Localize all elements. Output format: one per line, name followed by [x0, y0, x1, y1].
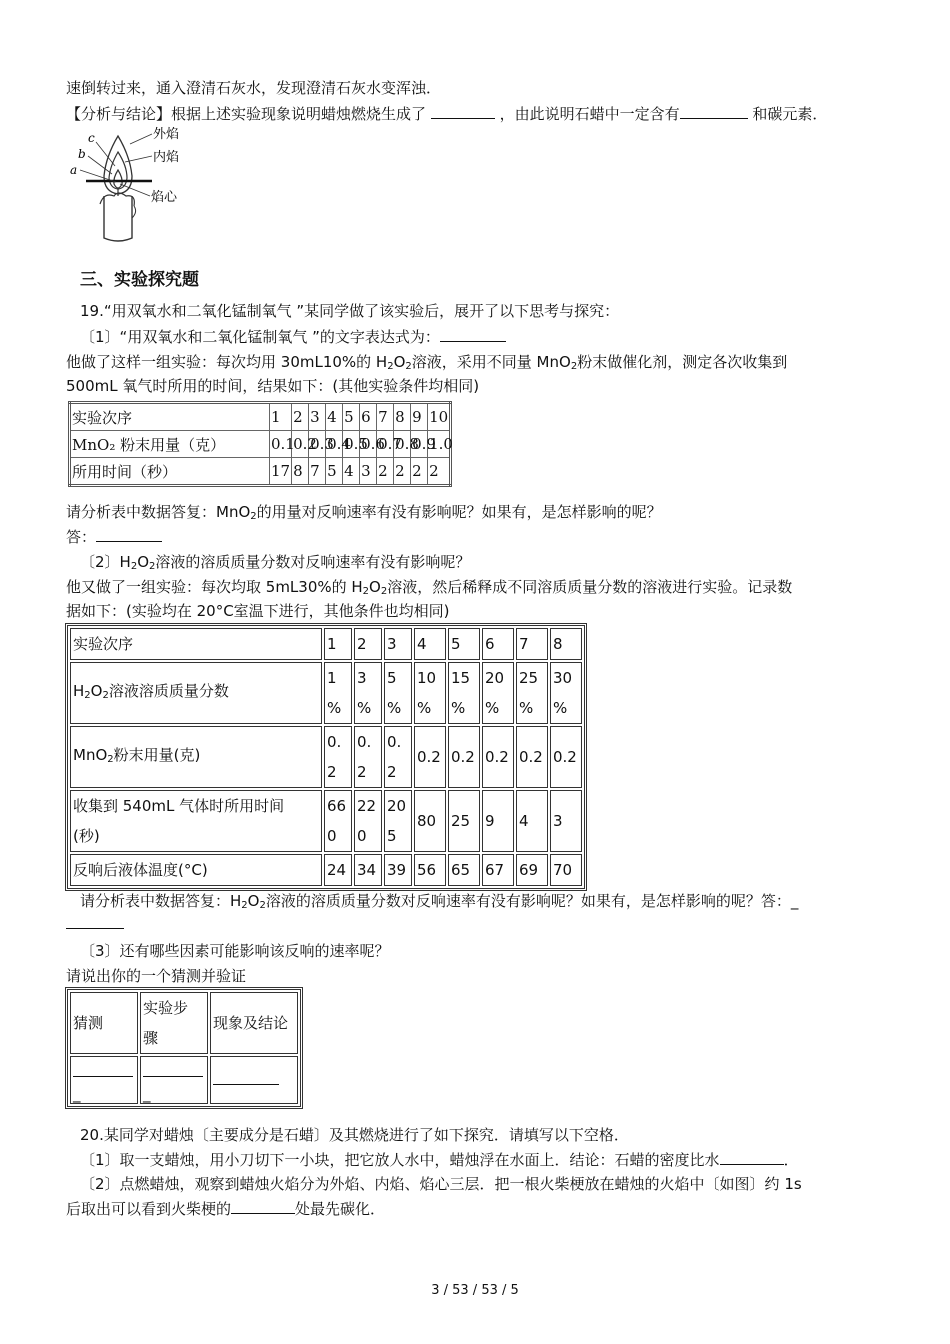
table-cell: 69 [516, 854, 548, 886]
table-cell: 8 [550, 628, 582, 660]
table-cell: 0.2 [516, 726, 548, 788]
q19-question1: 请分析表中数据答复：MnO$_2$的用量对反响速率有没有影响呢？如果有，是怎样影响的呢？ [66, 503, 662, 522]
label-c: c [88, 131, 95, 145]
q19-part2: 〔2〕$H_2O_2$溶液的溶质质量分数对反响速率有没有影响呢？ [80, 553, 471, 572]
answer-blank[interactable] [96, 527, 162, 542]
question-text: 请分析表中数据答复：MnO [66, 503, 251, 521]
label-part: 溶液溶质质量分数 [108, 681, 229, 700]
table-cell: 2 [377, 458, 394, 486]
table-cell: 0.2 [550, 726, 582, 788]
detail-text: 他又做了一组实验：每次均取 5mL30%的 H [66, 578, 363, 596]
header-cell-result: 现象及结论 [210, 992, 298, 1054]
table-cell: 56 [414, 854, 446, 886]
label-inner-flame: 内焰 [153, 150, 180, 165]
header-cell-guess: 猜测 [70, 992, 138, 1054]
table-cell: 0.2 [292, 431, 309, 458]
candle-flame-figure [70, 126, 190, 244]
table-cell: 30 % [550, 662, 582, 724]
analysis-text-c: 和碳元素． [752, 105, 828, 123]
table-cell: 1 % [324, 662, 352, 724]
table-cell: 17 [270, 458, 292, 486]
q19-part2-detail2: 据如下：(实验均在 20°C室温下进行，其他条件也均相同) [66, 602, 450, 620]
table-cell: 8 [292, 458, 309, 486]
q20-part1 [80, 1150, 799, 1170]
table-cell: 25 % [516, 662, 548, 724]
q19-part3: 〔3〕还有哪些因素可能影响该反响的速率呢？ [80, 942, 390, 960]
page-number: 3 / 53 / 53 / 5 [431, 1283, 519, 1298]
q19-part3-prompt: 请说出你的一个猜测并验证 [66, 967, 247, 985]
table-cell: 3 [360, 458, 377, 486]
table-cell: 25 [448, 790, 480, 852]
q20-part2: 〔2〕点燃蜡烛，观察到蜡烛火焰分为外焰、内焰、焰心三层．把一根火柴梗放在蜡烛的火焰中〔如图〕约 1s [80, 1175, 802, 1193]
table-cell: 0. 2 [384, 726, 412, 788]
table-cell: 39 [384, 854, 412, 886]
table-cell: 80 [414, 790, 446, 852]
answer-cell-steps[interactable]: _ [140, 1056, 208, 1104]
table-cell: 2 [354, 628, 382, 660]
mno2-dosage-table [68, 401, 452, 487]
table-cell: 0.8 [394, 431, 411, 458]
candle-illustration [70, 126, 190, 244]
table-cell: 20 5 [384, 790, 412, 852]
answer-label: 答： [66, 528, 97, 546]
table-cell: 4 [516, 790, 548, 852]
table-row [70, 431, 451, 458]
answer-blank[interactable] [231, 1199, 295, 1214]
part2-text: 处最先碳化． [295, 1200, 386, 1218]
question-text: 请分析表中数据答复：H [80, 892, 242, 910]
answer-blank[interactable] [720, 1150, 784, 1165]
table-cell: 0. 2 [354, 726, 382, 788]
table-cell: 0.7 [377, 431, 394, 458]
table-cell: 22 0 [354, 790, 382, 852]
detail-text: 溶液，采用不同量 MnO [411, 353, 571, 371]
table-row [70, 854, 582, 886]
table-row-label: MnO$_2$粉末用量(克) [70, 726, 322, 788]
q20-intro: 20.某同学对蜡烛〔主要成分是石蜡〕及其燃烧进行了如下探究．请填写以下空格． [80, 1126, 629, 1144]
table-cell: 4 [343, 458, 360, 486]
header-cell-steps: 实验步 骤 [140, 992, 208, 1054]
analysis-text-a: 【分析与结论】根据上述实验现象说明蜡烛燃烧生成了 [66, 105, 427, 123]
q19-part1-text: 〔1〕“用双氧水和二氧化锰制氧气 ”的文字表达式为： [80, 328, 440, 346]
table-cell: 7 [516, 628, 548, 660]
answer-cell-result[interactable] [210, 1056, 298, 1104]
q19-question2: 请分析表中数据答复：$H_2O_2$溶液的溶质质量分数对反响速率有没有影响呢？如果有，是怎样影响的呢？答：_ [80, 892, 799, 911]
table-row-label: 实验次序 [70, 403, 270, 431]
table-row-label: $H_2O_2$溶液溶质质量分数 [70, 662, 322, 724]
label-part: H [73, 681, 85, 700]
table-cell: 7 [309, 458, 326, 486]
table-cell: 1.0 [428, 431, 451, 458]
label-b: b [78, 147, 86, 161]
table-cell: 5 [448, 628, 480, 660]
table-cell: 2 [411, 458, 428, 486]
label-outer-flame: 外焰 [153, 127, 180, 142]
part2-text: 〔2〕H [80, 553, 131, 571]
detail-text: 溶液，然后稀释成不同溶质质量分数的溶液进行实验。记录数 [387, 578, 793, 596]
table-cell: 2 [428, 458, 451, 486]
answer-blank[interactable] [66, 914, 124, 929]
concentration-table [65, 623, 587, 891]
table-cell: 3 [309, 403, 326, 431]
table-cell: 65 [448, 854, 480, 886]
table-row[interactable] [70, 1056, 298, 1104]
table-cell: 6 [360, 403, 377, 431]
table-cell: 15 % [448, 662, 480, 724]
analysis-conclusion-line [66, 104, 827, 124]
table-cell: 3 [550, 790, 582, 852]
table-row-label: 实验次序 [70, 628, 322, 660]
table-cell: 0.1 [270, 431, 292, 458]
table-cell: 67 [482, 854, 514, 886]
table-cell: 34 [354, 854, 382, 886]
table-cell: 0.9 [411, 431, 428, 458]
answer-blank[interactable] [431, 104, 495, 119]
table-cell: 1 [324, 628, 352, 660]
table-cell: 0. 2 [324, 726, 352, 788]
label-part: 粉末用量(克) [113, 745, 201, 764]
table-cell: 10 % [414, 662, 446, 724]
table-cell: 0.5 [343, 431, 360, 458]
table-cell: 0.6 [360, 431, 377, 458]
table-cell: 4 [414, 628, 446, 660]
part1-text: 〔1〕取一支蜡烛，用小刀切下一小块，把它放人水中，蜡烛浮在水面上．结论：石蜡的密度比水 [80, 1151, 720, 1169]
table-row-label: 收集到 540mL 气体时所用时间 (秒) [70, 790, 322, 852]
table-cell: 7 [377, 403, 394, 431]
table-cell: 4 [326, 403, 343, 431]
table-cell: 0.4 [326, 431, 343, 458]
table-cell: 10 [428, 403, 451, 431]
part1-end: ． [783, 1151, 799, 1169]
q19-part1-detail: 他做了这样一组实验：每次均用 30mL10%的 $H_2O_2$溶液，采用不同量 MnO$_2$粉末做催化剂，测定各次收集到 [66, 353, 788, 372]
detail-text: 他做了这样一组实验：每次均用 30mL10%的 H [66, 353, 388, 371]
table-cell: 9 [411, 403, 428, 431]
table-cell: 66 0 [324, 790, 352, 852]
table-cell: 8 [394, 403, 411, 431]
table-row [70, 662, 582, 724]
label-a: a [70, 163, 78, 177]
q19-answer2-line [66, 914, 124, 934]
q19-intro: 19.“用双氧水和二氧化锰制氧气 ”某同学做了该实验后，展开了以下思考与探究： [80, 302, 620, 320]
table-row-label: 反响后液体温度(°C) [70, 854, 322, 886]
text-line-lime-water: 速倒转过来，通入澄清石灰水，发现澄清石灰水变浑浊． [66, 79, 442, 97]
table-row [70, 458, 451, 486]
table-cell: 3 % [354, 662, 382, 724]
table-cell: 5 [326, 458, 343, 486]
answer-blank[interactable] [680, 104, 748, 119]
hypothesis-table [65, 987, 303, 1109]
table-row-label: MnO₂ 粉末用量（克） [70, 431, 270, 458]
detail-text: 粉末做催化剂，测定各次收集到 [577, 353, 788, 371]
q19-part1-detail2: 500mL 氧气时所用的时间，结果如下：(其他实验条件均相同) [66, 377, 480, 395]
table-cell: 9 [482, 790, 514, 852]
table-cell: 5 % [384, 662, 412, 724]
table-cell: 0.3 [309, 431, 326, 458]
table-row-label: 所用时间（秒） [70, 458, 270, 486]
section-heading: 三、实验探究题 [80, 270, 199, 290]
q19-part2-detail: 他又做了一组实验：每次均取 5mL30%的 $H_2O_2$溶液，然后稀释成不同溶质质量分数的溶液进行实验。记录数 [66, 578, 793, 597]
answer-blank[interactable] [440, 327, 506, 342]
table-cell: 5 [343, 403, 360, 431]
table-cell: 20 % [482, 662, 514, 724]
table-row [70, 992, 298, 1054]
table-cell: 70 [550, 854, 582, 886]
label-flame-core: 焰心 [151, 190, 178, 205]
q19-answer1 [66, 527, 162, 547]
table-cell: 2 [292, 403, 309, 431]
label-part: MnO [73, 745, 108, 764]
table-row [70, 726, 582, 788]
table-cell: 2 [394, 458, 411, 486]
question-text: 的用量对反响速率有没有影响呢？如果有，是怎样影响的呢？ [256, 503, 662, 521]
table-cell: 3 [384, 628, 412, 660]
question-text: 溶液的溶质质量分数对反响速率有没有影响呢？如果有，是怎样影响的呢？答：_ [265, 892, 799, 910]
table-row [70, 790, 582, 852]
table-cell: 0.2 [482, 726, 514, 788]
table-cell: 24 [324, 854, 352, 886]
table-row [70, 403, 451, 431]
answer-cell-guess[interactable]: _ [70, 1056, 138, 1104]
table-row [70, 628, 582, 660]
part2-text: 后取出可以看到火柴梗的 [66, 1200, 232, 1218]
table-cell: 0.2 [448, 726, 480, 788]
analysis-text-b: ，由此说明石蜡中一定含有 [499, 105, 680, 123]
q19-part1 [80, 327, 506, 347]
table-cell: 6 [482, 628, 514, 660]
q20-part2-b [66, 1199, 385, 1219]
table-cell: 0.2 [414, 726, 446, 788]
table-cell: 1 [270, 403, 292, 431]
part2-text: 溶液的溶质质量分数对反响速率有没有影响呢？ [155, 553, 471, 571]
